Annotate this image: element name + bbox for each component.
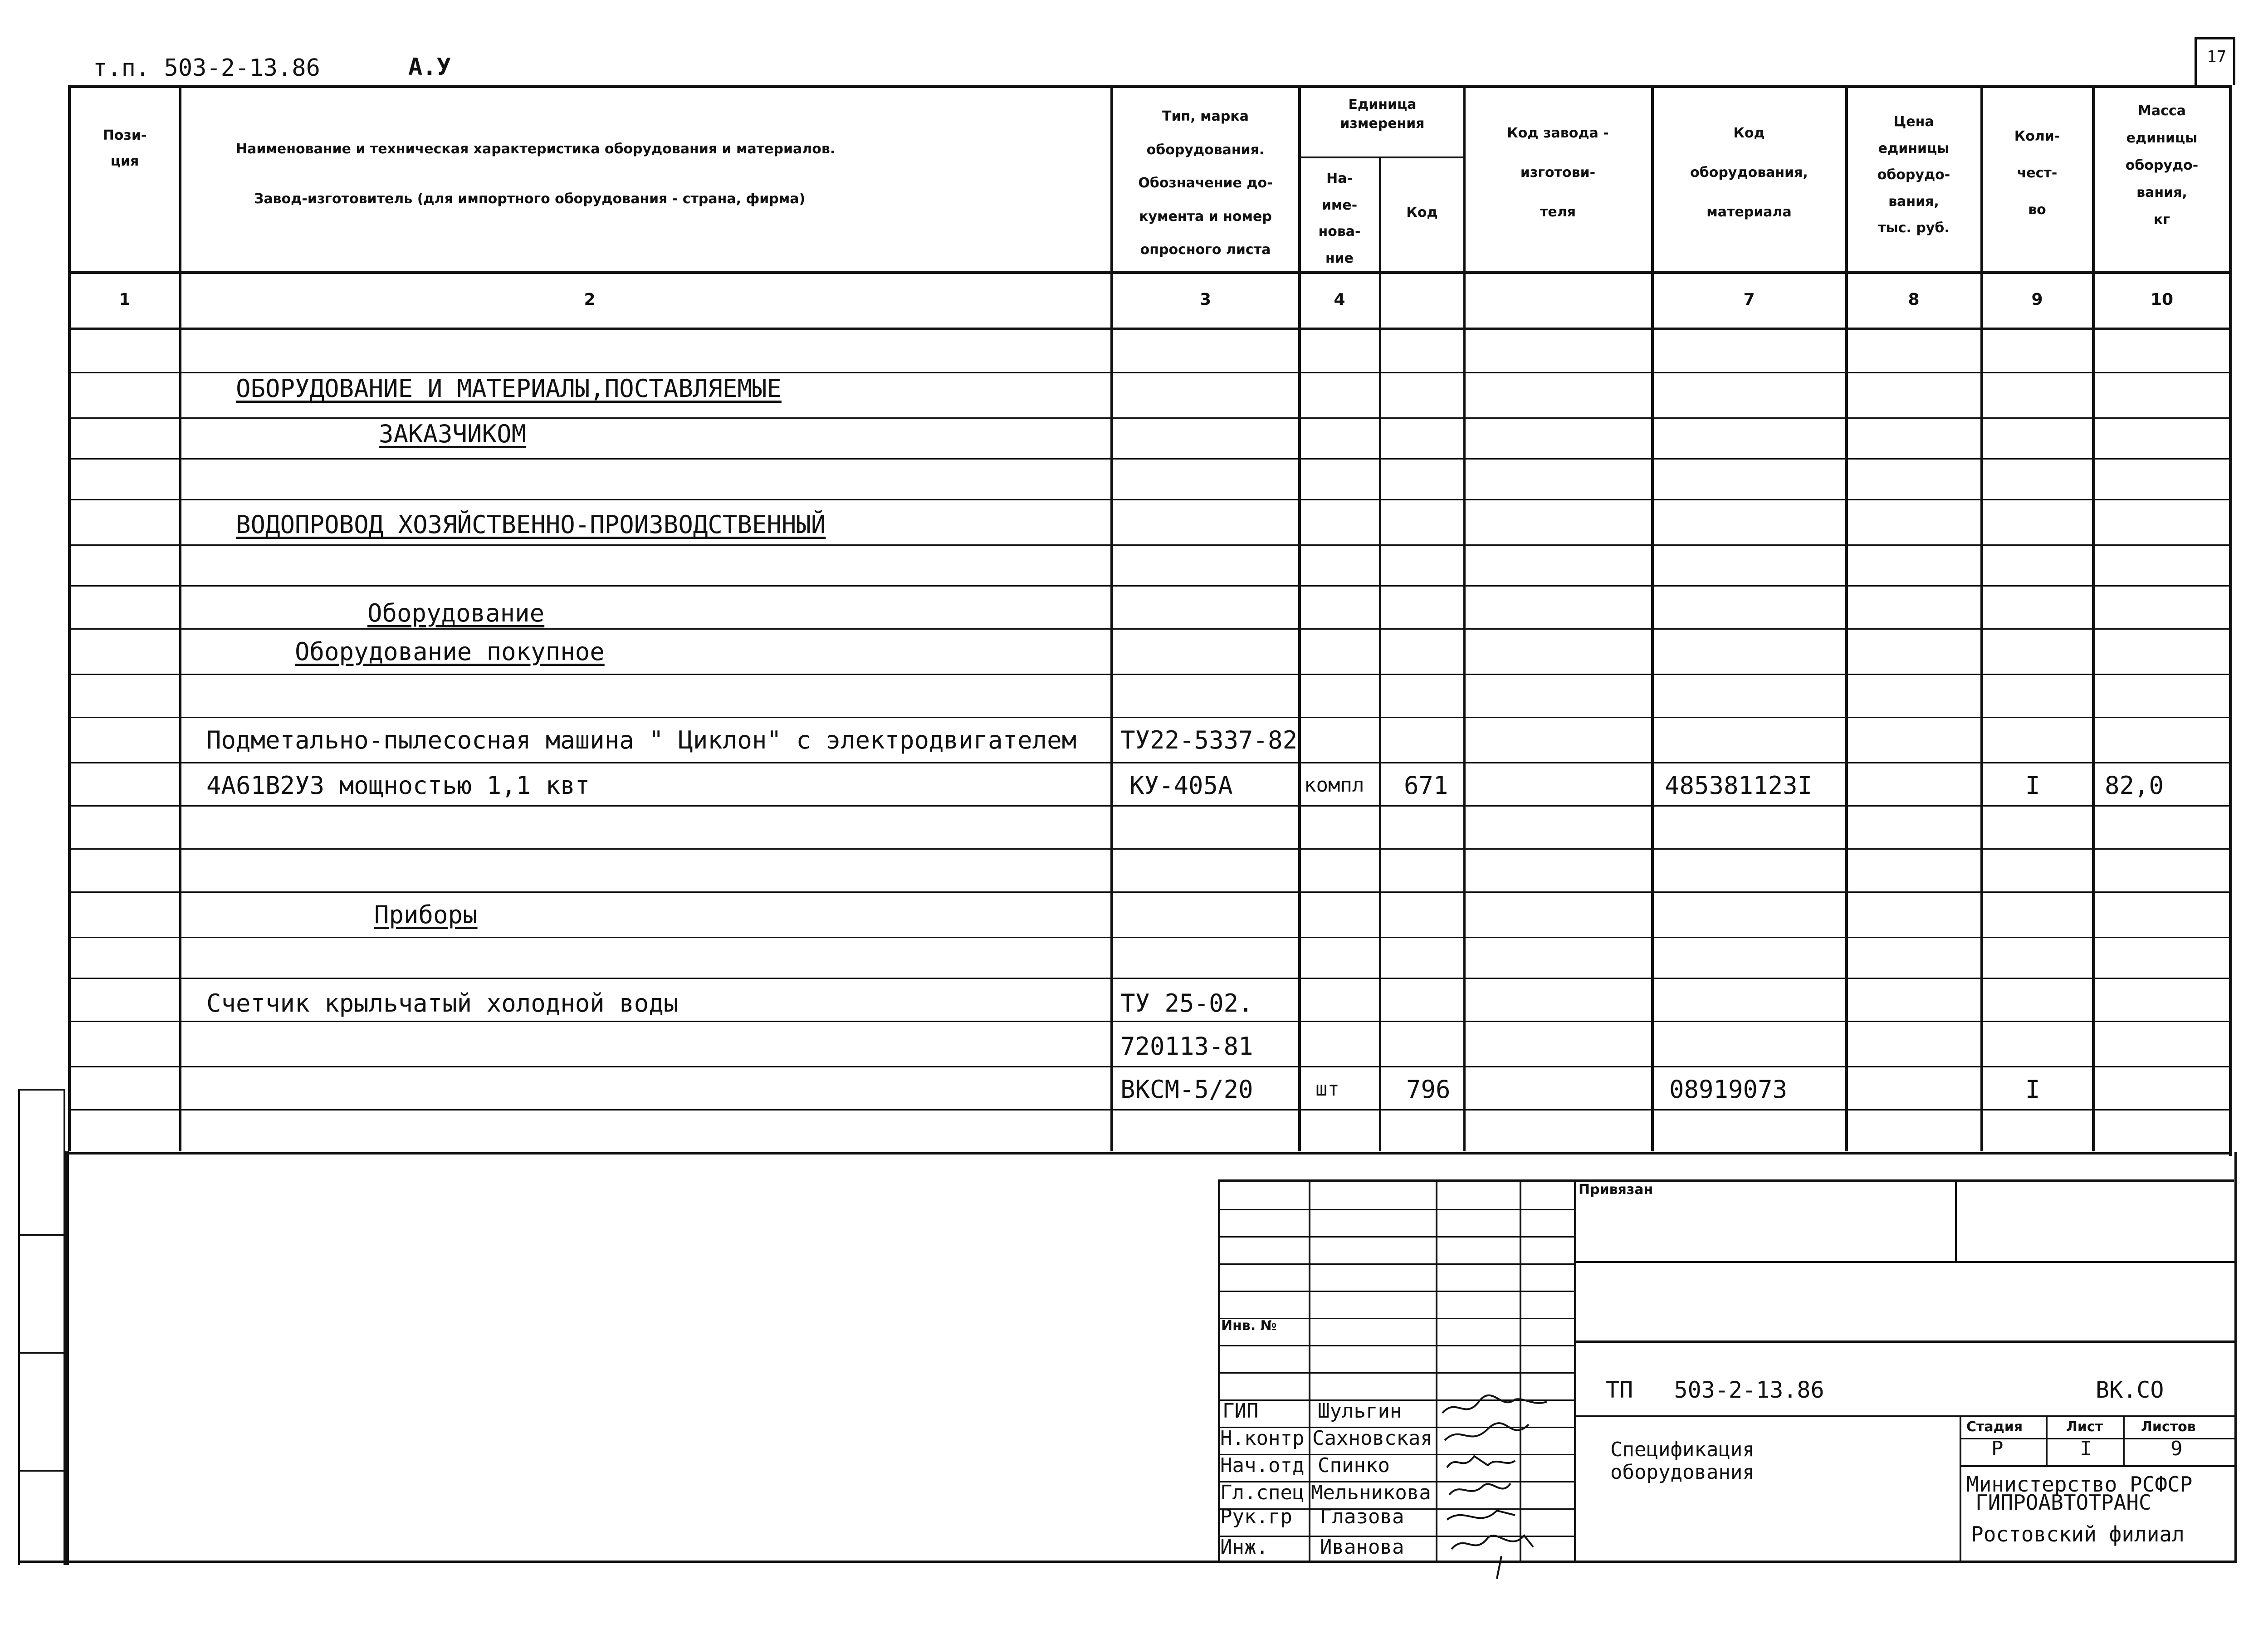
inventory-number-label: Инв. № — [1221, 1318, 1277, 1334]
section-title-1: ОБОРУДОВАНИЕ И МАТЕРИАЛЫ,ПОСТАВЛЯЕМЫЕ — [236, 374, 782, 403]
colnum-7: 7 — [1743, 290, 1755, 309]
organization-branch: Ростовский филиал — [1971, 1522, 2185, 1546]
colnum-9: 9 — [2031, 290, 2043, 309]
col1-header: Пози- ция — [103, 127, 147, 169]
col7-header: Код оборудования, материала — [1690, 125, 1808, 220]
colnum-4: 4 — [1334, 290, 1345, 309]
col2-header-line2: Завод-изготовитель (для импортного оборудования - страна, фирма) — [254, 191, 806, 207]
item1-name-line2: 4А61В2У3 мощностью 1,1 квт — [206, 771, 590, 800]
group-purchased-equipment: Оборудование покупное — [295, 637, 605, 666]
role-dept-head: Нач.отд — [1220, 1454, 1305, 1477]
name-norm-control: Сахновская — [1312, 1427, 1432, 1450]
stage-label: Стадия — [1966, 1419, 2023, 1435]
col2-header-line1: Наименование и техническая характеристика оборудования и материалов. — [236, 141, 836, 157]
group-equipment: Оборудование — [367, 599, 545, 627]
doc-code: т.п. 503-2-13.86 — [93, 54, 320, 82]
organization-ministry: Министерство РСФСР — [1966, 1472, 2193, 1497]
name-group-lead: Глазова — [1320, 1505, 1404, 1528]
name-dept-head: Спинко — [1318, 1454, 1390, 1477]
col6-header: Код завода - изготови- теля — [1507, 125, 1609, 220]
item2-name: Счетчик крыльчатый холодной воды — [206, 989, 679, 1018]
subsection-title: ВОДОПРОВОД ХОЗЯЙСТВЕННО-ПРОИЗВОДСТВЕННЫЙ — [236, 510, 826, 539]
organization-institute: ГИПРОАВТОТРАНС — [1975, 1490, 2151, 1515]
role-engineer: Инж. — [1220, 1536, 1268, 1559]
item2-unit: шт — [1315, 1077, 1339, 1101]
colnum-3: 3 — [1199, 290, 1212, 309]
col4-header: На- име- нова- ние — [1318, 171, 1361, 266]
item1-type-line2: КУ-405А — [1129, 771, 1233, 800]
col9-header: Коли- чест- во — [2014, 128, 2060, 218]
sheets-value: 9 — [2170, 1437, 2183, 1460]
item1-quantity: I — [2025, 771, 2040, 800]
doc-suffix: А.У — [408, 54, 451, 81]
sheet-value: I — [2080, 1437, 2092, 1460]
colnum-1: 1 — [119, 290, 131, 309]
role-gip: ГИП — [1222, 1399, 1259, 1423]
role-norm-control: Н.контр — [1220, 1427, 1305, 1450]
unit-group-header: Единица измерения — [1340, 97, 1425, 132]
section-title-2: ЗАКАЗЧИКОМ — [379, 420, 527, 448]
item2-type-line2: 720113-81 — [1120, 1032, 1253, 1061]
document-title-2: оборудования — [1610, 1461, 1755, 1484]
role-chief-specialist: Гл.спец — [1220, 1481, 1305, 1504]
item2-equipment-code: 08919073 — [1669, 1075, 1788, 1104]
col3-header: Тип, марка оборудования. Обозначение до- кумента и номер опросного листа — [1138, 108, 1273, 258]
stage-value: Р — [1991, 1437, 2004, 1460]
name-chief-specialist: Мельникова — [1311, 1481, 1431, 1504]
sheet-number: 17 — [2207, 48, 2227, 66]
item1-unit: компл — [1304, 773, 1364, 797]
colnum-8: 8 — [1908, 290, 1920, 309]
item1-type-line1: ТУ22-5337-82 — [1120, 726, 1298, 754]
name-engineer: Иванова — [1320, 1536, 1404, 1559]
sheet-mark: ВК.СО — [2096, 1377, 2164, 1403]
colnum-2: 2 — [584, 290, 596, 309]
item1-equipment-code: 485381123I — [1665, 771, 1813, 800]
group-instruments: Приборы — [374, 900, 478, 929]
privyazan-label: Привязан — [1579, 1182, 1653, 1198]
colnum-10: 10 — [2150, 290, 2174, 309]
col8-header: Цена единицы оборудо- вания, тыс. руб. — [1877, 114, 1950, 236]
project-code: ТП 503-2-13.86 — [1606, 1377, 1824, 1403]
name-gip: Шульгин — [1318, 1399, 1402, 1423]
item2-unit-code: 796 — [1406, 1075, 1451, 1104]
signatures-graphic — [1438, 1393, 1574, 1583]
document-title-1: Спецификация — [1610, 1438, 1755, 1461]
col5-header: Код — [1406, 205, 1438, 220]
item2-quantity: I — [2025, 1075, 2040, 1104]
item1-name-line1: Подметально-пылесосная машина " Циклон" с электродвигателем — [206, 726, 1077, 754]
role-group-lead: Рук.гр — [1220, 1505, 1292, 1528]
frame-right-lower — [2234, 1152, 2237, 1563]
item2-type-line3: ВКСМ-5/20 — [1120, 1075, 1253, 1104]
sheets-label: Листов — [2141, 1419, 2196, 1435]
col10-header: Масса единицы оборудо- вания, кг — [2125, 103, 2199, 228]
item1-mass: 82,0 — [2105, 771, 2164, 800]
frame-bottom — [18, 1561, 2236, 1563]
item2-type-line1: ТУ 25-02. — [1120, 989, 1253, 1018]
item1-unit-code: 671 — [1404, 771, 1448, 800]
sheet-label: Лист — [2066, 1419, 2103, 1435]
